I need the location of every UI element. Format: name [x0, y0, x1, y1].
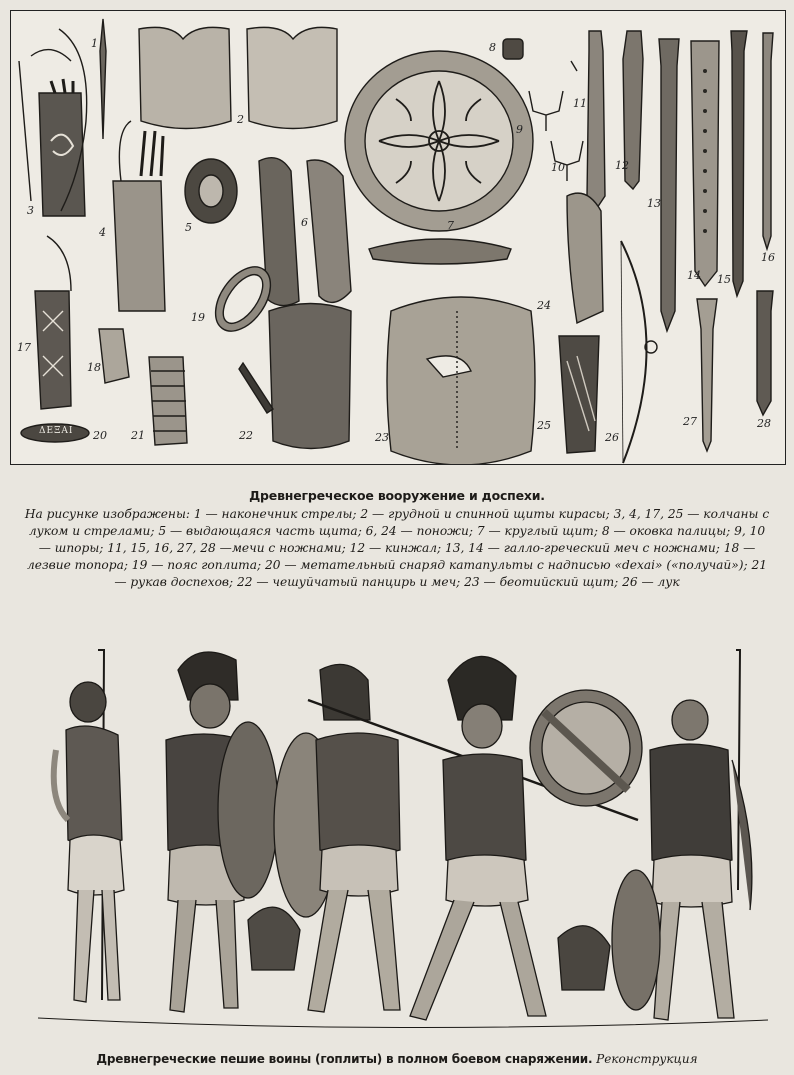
item-number-11: 11	[573, 97, 587, 110]
item-number-7: 7	[447, 219, 454, 232]
hoplite-1	[54, 650, 124, 1002]
hoplites-engraving	[38, 640, 768, 1045]
caption-title: Древнегреческое вооружение и доспехи.	[249, 488, 545, 503]
item-number-24: 24	[537, 299, 551, 312]
armor-items-drawing	[11, 11, 785, 464]
item-number-9: 9	[516, 123, 523, 136]
item-number-2: 2	[237, 113, 244, 126]
item-number-15: 15	[717, 273, 731, 286]
item-number-13: 13	[647, 197, 661, 210]
item-number-3: 3	[27, 204, 34, 217]
plate-caption	[24, 487, 770, 591]
item-number-17: 17	[17, 341, 31, 354]
item-number-10: 10	[551, 161, 565, 174]
item-number-25: 25	[537, 419, 551, 432]
armor-plate-illustration	[10, 10, 786, 465]
item-number-1: 1	[91, 37, 98, 50]
catapult-inscription: ΔΕΞΑΙ	[39, 426, 74, 436]
item-number-21: 21	[131, 429, 145, 442]
item-number-12: 12	[615, 159, 629, 172]
hoplites-drawing	[38, 640, 768, 1045]
engraving-caption	[0, 1052, 794, 1066]
item-number-5: 5	[185, 221, 192, 234]
item-number-6: 6	[301, 216, 308, 229]
engraving-caption-title: Древнегреческие пешие воины (гоплиты) в полном боевом снаряжении.	[96, 1052, 593, 1066]
item-number-27: 27	[683, 415, 697, 428]
item-number-18: 18	[87, 361, 101, 374]
item-number-23: 23	[375, 431, 389, 444]
item-number-14: 14	[687, 269, 701, 282]
item-number-26: 26	[605, 431, 619, 444]
helmet-ground-right	[558, 926, 610, 990]
helmet-ground-left	[248, 907, 300, 970]
engraving-caption-note: Реконструкция	[596, 1052, 698, 1066]
item-number-20: 20	[93, 429, 107, 442]
hoplite-5	[612, 650, 752, 1020]
item-number-8: 8	[489, 41, 496, 54]
item-number-4: 4	[99, 226, 106, 239]
item-number-19: 19	[191, 311, 205, 324]
caption-body: На рисунке изображены: 1 — наконечник стрелы; 2 — грудной и спинной щиты кирасы; 3, 4, 17, 25 — колчаны с луком и стрелами; 5 — выдающаяся часть щита; 6, 24 — поножи; 7 — круглый щит; 8 — оковка палицы; 9, 10 — шпоры; 11, 15, 16, 27, 28 —мечи с ножнами; 12 — кинжал; 13, 14 — галло-греческий меч с ножнами; 18 — лезвие топора; 19 — пояс гоплита; 20 — метательный снаряд катапульты с надписью «dexai» («получай»); 21 — рукав доспехов; 22 — чешуйчатый панцирь и меч; 23 — беотийский щит; 26 — лук	[24, 507, 770, 589]
item-number-22: 22	[239, 429, 253, 442]
item-number-28: 28	[757, 417, 771, 430]
item-number-16: 16	[761, 251, 775, 264]
